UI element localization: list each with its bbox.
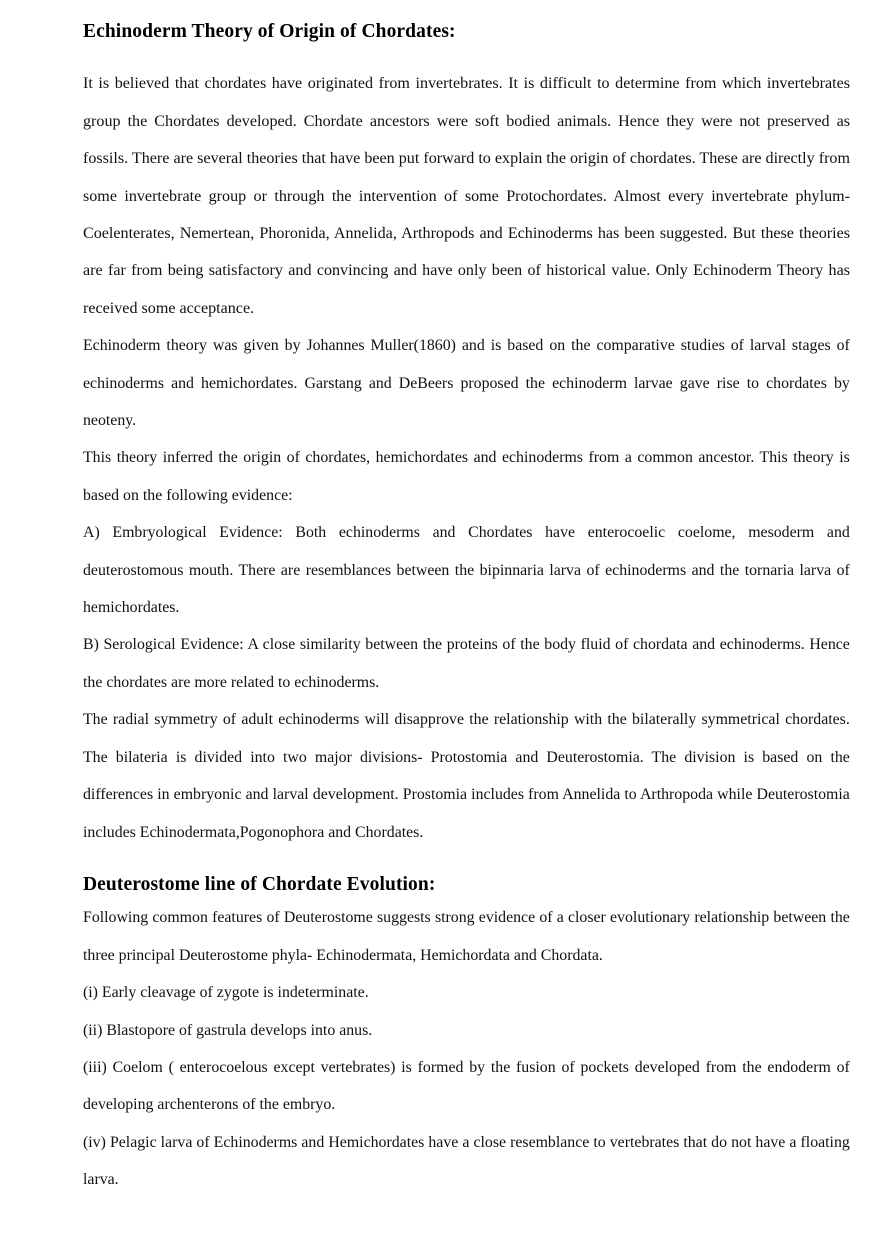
page-title: Echinoderm Theory of Origin of Chordates: [83, 21, 456, 42]
paragraph-deuterostome-intro: Following common features of Deuterostome suggests strong evidence of a closer evolutionary relationship between the three principal Deuterostome phyla- Echinodermata, Hemichordata and Chordata. [83, 909, 850, 964]
list-item: (i) Early cleavage of zygote is indeterminate. [83, 984, 369, 1002]
paragraph-common-ancestor: This theory inferred the origin of chordates, hemichordates and echinoderms from a common ancestor. This theory is based on the following evidence: [83, 449, 850, 504]
section-title-deuterostome: Deuterostome line of Chordate Evolution: [83, 873, 436, 895]
paragraph-embryological-evidence: A) Embryological Evidence: Both echinoderms and Chordates have enterocoelic coelome, mesoderm and deuterostomous mouth. There are resemblances between the bipinnaria larva of echinoderms and the tornaria larva of hemichordates. [83, 524, 850, 617]
paragraph-muller-theory: Echinoderm theory was given by Johannes Muller(1860) and is based on the comparative studies of larval stages of echinoderms and hemichordates. Garstang and DeBeers proposed the echinoderm larvae gave rise to chordates by neoteny. [83, 337, 850, 430]
list-item: (iii) Coelom ( enterocoelous except vertebrates) is formed by the fusion of pockets developed from the endoderm of developing archenterons of the embryo. [83, 1058, 850, 1114]
paragraph-introduction: It is believed that chordates have originated from invertebrates. It is difficult to determine from which invertebrates group the Chordates developed. Chordate ancestors were soft bodied animals. Hence they were not preserved as fossils. There are several theories that have been put forward to explain the origin of chordates. These are directly from some invertebrate group or through the intervention of some Protochordates. Almost every invertebrate phylum-Coelenterates, Nemertean, Phoronida, Annelida, Arthropods and Echinoderms has been suggested. But these theories are far from being satisfactory and convincing and have only been of historical value. Only Echinoderm Theory has received some acceptance. [83, 75, 850, 317]
list-item: (ii) Blastopore of gastrula develops into anus. [83, 1021, 373, 1039]
list-item: (iv) Pelagic larva of Echinoderms and Hemichordates have a close resemblance to vertebrates that do not have a floating larva. [83, 1133, 850, 1189]
paragraph-radial-symmetry: The radial symmetry of adult echinoderms will disapprove the relationship with the bilaterally symmetrical chordates. The bilateria is divided into two major divisions- Protostomia and Deuterostomia. The division is based on the differences in embryonic and larval development. Prostomia includes from Annelida to Arthropoda while Deuterostomia includes Echinodermata,Pogonophora and Chordates. [83, 711, 850, 841]
paragraph-serological-evidence: B) Serological Evidence: A close similarity between the proteins of the body fluid of chordata and echinoderms. Hence the chordates are more related to echinoderms. [83, 636, 850, 691]
document-content [83, 0, 850, 1199]
